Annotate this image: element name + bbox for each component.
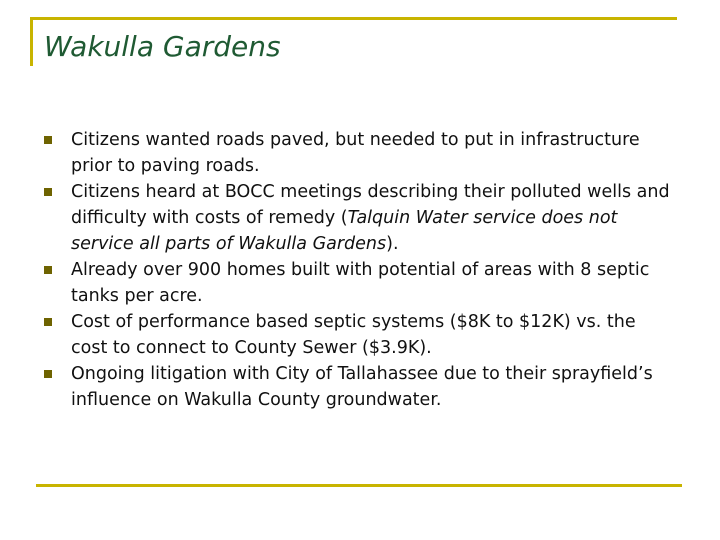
bullet-text-italic-segment: Talquin Water service does not service all parts of Wakulla Gardens — [71, 208, 618, 254]
bullet-text-segment: ). — [386, 234, 399, 254]
frame-left-rule — [30, 17, 33, 66]
slide-title: Wakulla Gardens — [44, 30, 281, 63]
bullet-text-segment: Citizens heard at BOCC meetings describing their polluted wells and difficulty with costs of remedy ( — [71, 182, 670, 228]
bullet-square-icon — [44, 188, 52, 196]
bullet-text — [71, 364, 653, 410]
bullet-text-segment: Ongoing litigation with City of Tallahassee due to their sprayfield’s influence on Wakulla County groundwater. — [71, 364, 653, 410]
bullet-text — [71, 182, 670, 254]
bullet-square-icon — [44, 370, 52, 378]
frame-top-rule — [30, 17, 677, 20]
bullet-text — [71, 130, 640, 176]
bullet-text-segment: Citizens wanted roads paved, but needed to put in infrastructure prior to paving roads. — [71, 130, 640, 176]
bullet-list — [44, 127, 674, 413]
bullet-text-segment: Already over 900 homes built with potential of areas with 8 septic tanks per acre. — [71, 260, 650, 306]
bullet-item — [44, 127, 674, 179]
bullet-item — [44, 179, 674, 257]
bullet-square-icon — [44, 266, 52, 274]
bullet-item — [44, 257, 674, 309]
frame-bottom-rule — [36, 484, 682, 487]
bullet-text-segment: Cost of performance based septic systems ($8K to $12K) vs. the cost to connect to County Sewer ($3.9K). — [71, 312, 636, 358]
bullet-text — [71, 260, 649, 306]
bullet-square-icon — [44, 318, 52, 326]
bullet-square-icon — [44, 136, 52, 144]
bullet-text — [71, 312, 636, 358]
bullet-item — [44, 361, 674, 413]
bullet-item — [44, 309, 674, 361]
